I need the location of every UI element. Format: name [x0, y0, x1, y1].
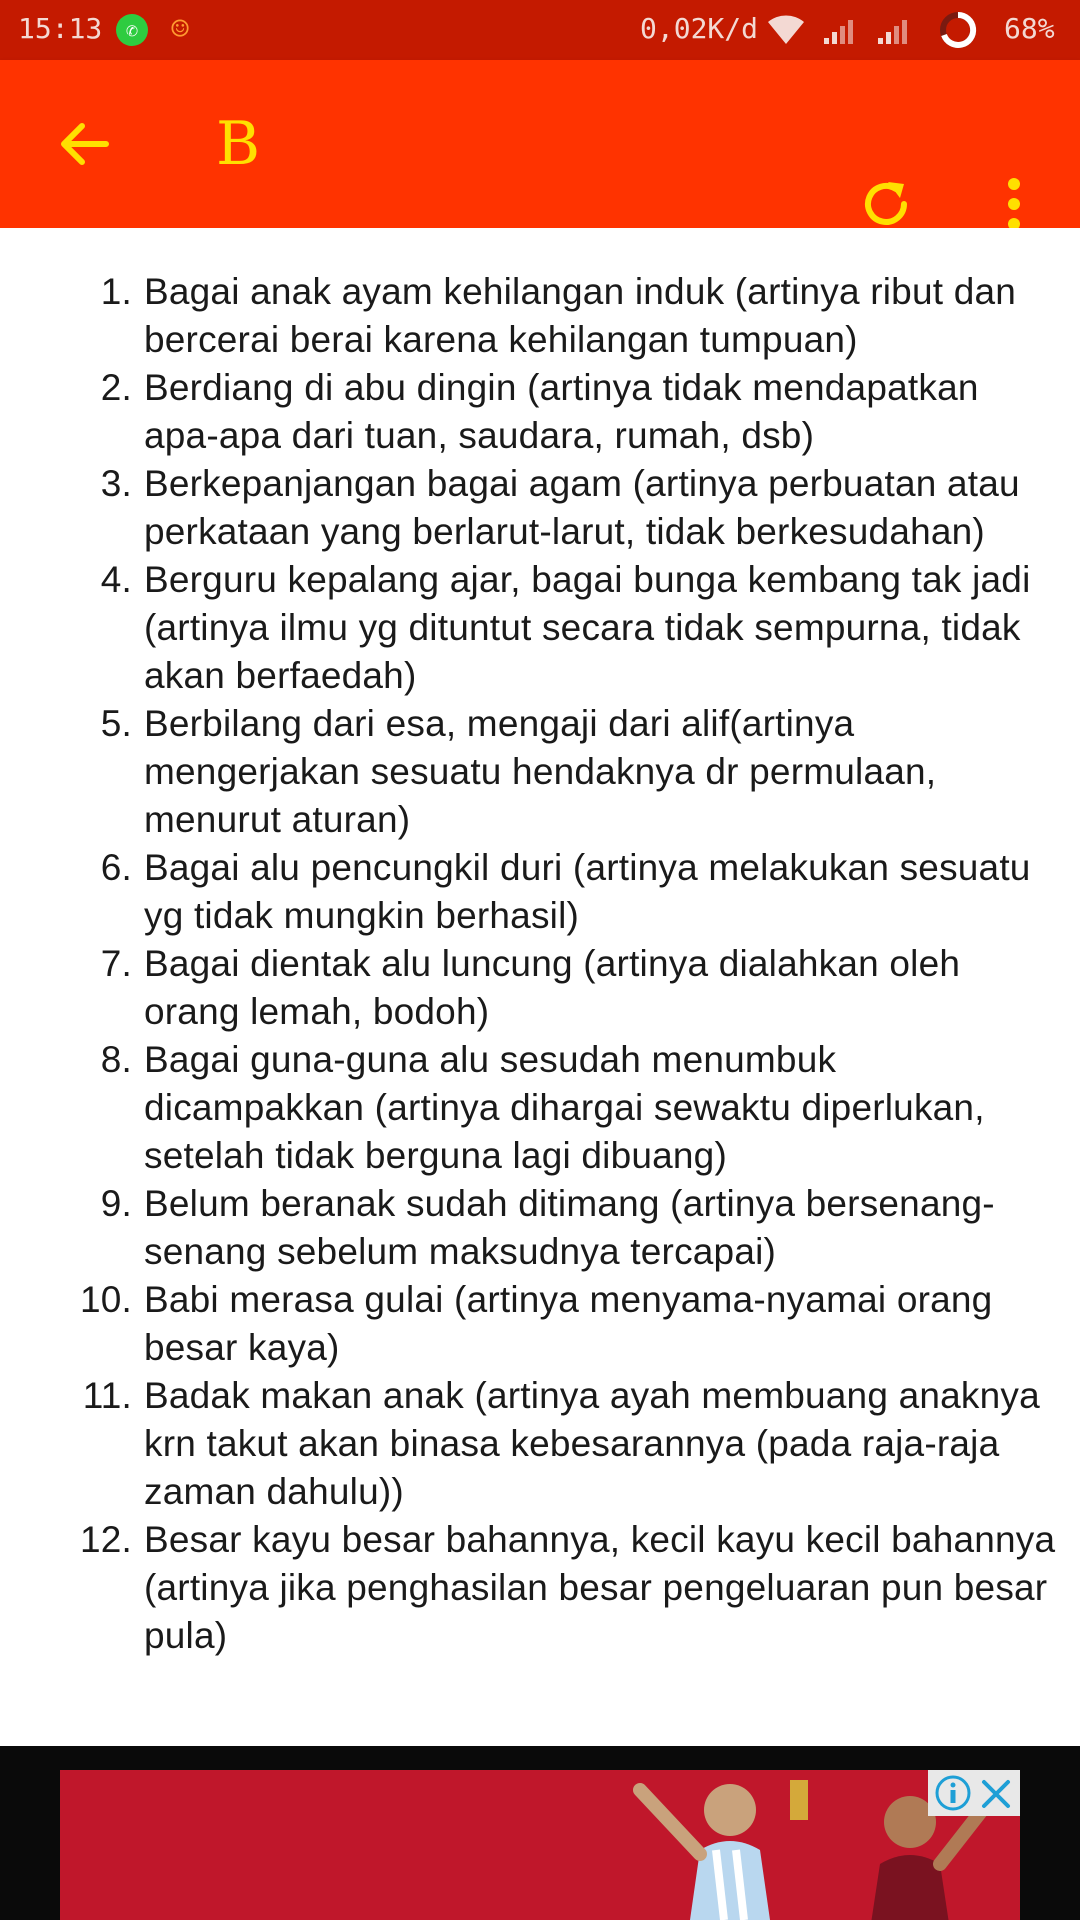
- list-item-number: 8.: [100, 1039, 132, 1080]
- list-item-number: 3.: [100, 463, 132, 504]
- list-item-number: 7.: [100, 943, 132, 984]
- ad-close-icon[interactable]: [978, 1776, 1014, 1812]
- battery-percent: 68%: [1004, 12, 1055, 45]
- list-item-text: Bagai alu pencungkil duri (artinya melakukan sesuatu yg tidak mungkin berhasil): [144, 847, 1031, 936]
- list-item: [0, 1276, 1080, 1372]
- list-item: [0, 940, 1080, 1036]
- list-item-text: Babi merasa gulai (artinya menyama-nyamai orang besar kaya): [144, 1279, 993, 1368]
- refresh-icon[interactable]: [858, 176, 914, 232]
- list-item-text: Bagai dientak alu luncung (artinya dialahkan oleh orang lemah, bodoh): [144, 943, 961, 1032]
- status-bar: [0, 0, 1080, 60]
- page-title: B: [216, 109, 261, 179]
- list-item-number: 2.: [100, 367, 132, 408]
- list-item: [0, 1372, 1080, 1516]
- wifi-icon: [766, 12, 806, 46]
- list-item-text: Bagai guna-guna alu sesudah menumbuk dicampakkan (artinya dihargai sewaktu diperlukan, setelah tidak berguna lagi dibuang): [144, 1039, 985, 1176]
- list-item-number: 6.: [100, 847, 132, 888]
- ad-player-image: [620, 1770, 820, 1920]
- app-bar: [0, 60, 1080, 228]
- uc-browser-icon: ☺: [170, 12, 190, 47]
- list-item-text: Berkepanjangan bagai agam (artinya perbuatan atau perkataan yang berlarut-larut, tidak berkesudahan): [144, 463, 1020, 552]
- more-vert-icon[interactable]: [996, 174, 1032, 234]
- list-item: [0, 364, 1080, 460]
- ad-info-icon[interactable]: [934, 1774, 972, 1812]
- list-item: [0, 700, 1080, 844]
- list-item: [0, 1036, 1080, 1180]
- list-item-number: 4.: [100, 559, 132, 600]
- list-item: [0, 268, 1080, 364]
- list-item-text: Bagai anak ayam kehilangan induk (artinya ribut dan bercerai berai karena kehilangan tumpuan): [144, 271, 1017, 360]
- status-time: 15:13: [18, 12, 103, 45]
- list-item-number: 12.: [79, 1519, 132, 1560]
- list-item-text: Belum beranak sudah ditimang (artinya bersenang-senang sebelum maksudnya tercapai): [144, 1183, 995, 1272]
- list-item: [0, 556, 1080, 700]
- battery-ring-icon: [938, 10, 978, 50]
- list-item: [0, 460, 1080, 556]
- ad-area: [0, 1746, 1080, 1920]
- signal-icon: [874, 16, 914, 46]
- network-speed: 0,02K/d: [640, 12, 759, 45]
- list-item-text: Berbilang dari esa, mengaji dari alif(artinya mengerjakan sesuatu hendaknya dr permulaan, menurut aturan): [144, 703, 937, 840]
- proverb-list: [0, 228, 1080, 1660]
- signal-icon: [820, 16, 860, 46]
- list-item-number: 5.: [100, 703, 132, 744]
- back-arrow-icon[interactable]: [56, 116, 112, 172]
- list-item-number: 10.: [79, 1279, 132, 1320]
- list-item: [0, 844, 1080, 940]
- list-item-number: 11.: [82, 1375, 132, 1416]
- list-item: [0, 1180, 1080, 1276]
- ad-banner[interactable]: [60, 1770, 1020, 1920]
- list-item-number: 1.: [100, 271, 132, 312]
- list-item-text: Besar kayu besar bahannya, kecil kayu kecil bahannya (artinya jika penghasilan besar pengeluaran pun besar pula): [144, 1519, 1056, 1656]
- list-item-text: Berguru kepalang ajar, bagai bunga kembang tak jadi (artinya ilmu yg dituntut secara tidak sempurna, tidak akan berfaedah): [144, 559, 1031, 696]
- list-item-number: 9.: [100, 1183, 132, 1224]
- list-item-text: Berdiang di abu dingin (artinya tidak mendapatkan apa-apa dari tuan, saudara, rumah, dsb): [144, 367, 979, 456]
- ad-controls: [928, 1770, 1020, 1816]
- list-item: [0, 1516, 1080, 1660]
- list-item-text: Badak makan anak (artinya ayah membuang anaknya krn takut akan binasa kebesarannya (pada raja-raja zaman dahulu)): [144, 1375, 1040, 1512]
- whatsapp-icon: ✆: [116, 14, 148, 46]
- content-scroll-area[interactable]: [0, 228, 1080, 1746]
